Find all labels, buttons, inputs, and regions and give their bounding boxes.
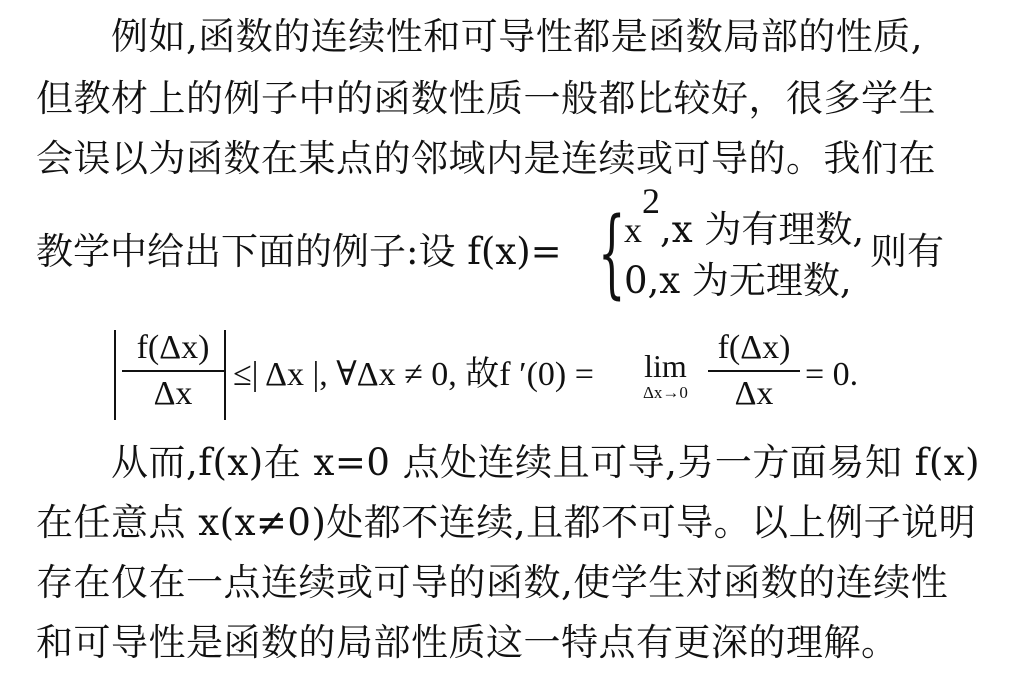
- fraction-right: f(Δx) Δx: [708, 328, 800, 414]
- formula-middle: ≤| Δx |, ∀Δx ≠ 0, 故f ′(0) =: [233, 356, 594, 393]
- left-brace: {: [598, 197, 626, 309]
- formula-end: = 0.: [805, 356, 859, 393]
- piecewise-tail-text: 则有: [870, 230, 944, 273]
- piecewise-lead-text: 教学中给出下面的例子:设 f(x)=: [36, 230, 562, 273]
- abs-bar-left: [114, 330, 116, 420]
- paragraph1-line2: 但教材上的例子中的函数性质一般都比较好，很多学生: [36, 77, 936, 120]
- abs-bar-right: [224, 330, 226, 420]
- paragraph2-line3: 存在仅在一点连续或可导的函数,使学生对函数的连续性: [36, 561, 949, 604]
- case-irrational: 0,x 为无理数,: [624, 259, 852, 302]
- paragraph2-line4: 和可导性是函数的局部性质这一特点有更深的理解。: [36, 621, 899, 664]
- paragraph1-line3: 会误以为函数在某点的邻域内是连续或可导的。我们在: [36, 137, 936, 180]
- fraction-left: f(Δx) Δx: [122, 328, 224, 414]
- paragraph1-line1: 例如,函数的连续性和可导性都是函数局部的性质,: [36, 15, 924, 58]
- paragraph2-line1: 从而,f(x)在 x=0 点处连续且可导,另一方面易知 f(x): [36, 441, 981, 484]
- inequality-formula: [108, 322, 908, 422]
- case-rational: $x^2,x$ 为有理数,: [624, 181, 865, 251]
- limit-operator: lim Δx→0: [643, 348, 688, 402]
- paragraph2-line2: 在任意点 x(x≠0)处都不连续,且都不可导。以上例子说明: [36, 501, 977, 544]
